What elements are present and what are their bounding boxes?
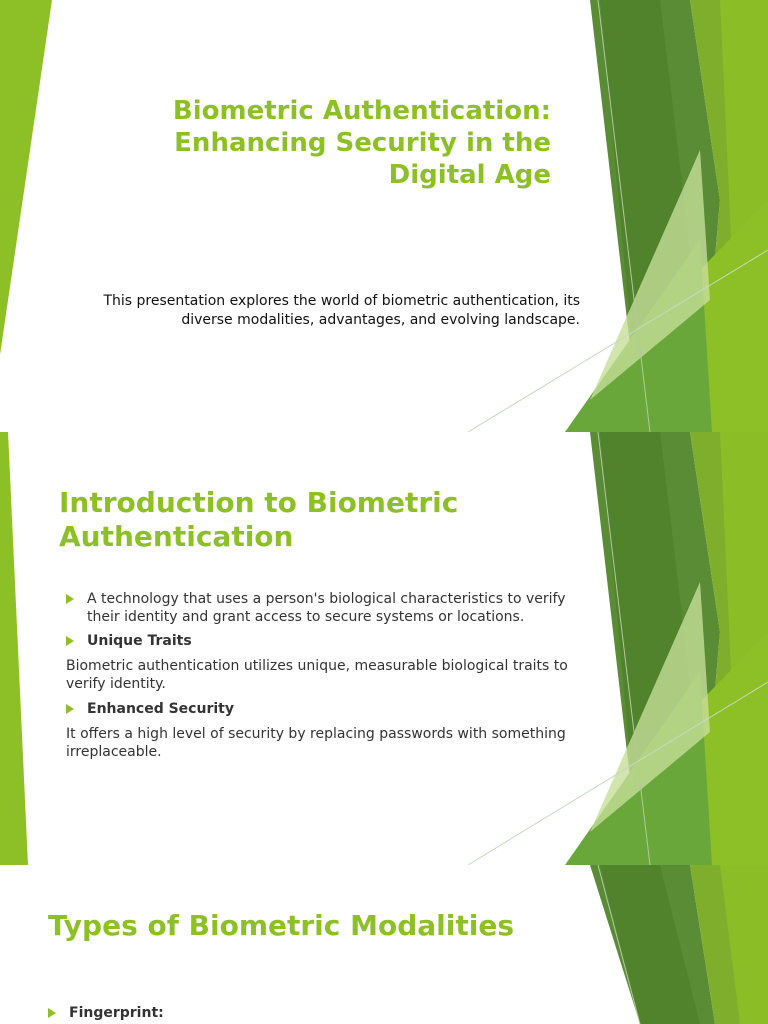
intro-bullet-text: A technology that uses a person's biological characteristics to verify their identity and grant access to secure systems or locations. (87, 591, 566, 625)
intro-bullet (66, 591, 586, 626)
slide-1-title: Biometric Authentication: Enhancing Security in the Digital Age (172, 96, 551, 190)
slide-3-decoration (0, 865, 768, 1024)
unique-traits-bullet (66, 633, 586, 651)
fingerprint-bullet (48, 1005, 348, 1023)
bullet-arrow-icon (66, 594, 74, 604)
fingerprint-heading: Fingerprint: (69, 1005, 164, 1021)
bullet-arrow-icon (66, 636, 74, 646)
bullet-arrow-icon (48, 1008, 56, 1018)
enhanced-security-text: It offers a high level of security by replacing passwords with something irreplaceable. (66, 726, 566, 760)
slide-3 (0, 865, 768, 1024)
slide-1-subtitle: This presentation explores the world of biometric authentication, its diverse modalities, advantages, and evolving landscape. (103, 293, 580, 328)
enhanced-security-heading: Enhanced Security (87, 701, 234, 717)
unique-traits-heading: Unique Traits (87, 633, 192, 649)
unique-traits-text: Biometric authentication utilizes unique, measurable biological traits to verify identity. (66, 658, 568, 692)
enhanced-security-bullet (66, 701, 586, 719)
slide-3-title: Types of Biometric Modalities (48, 909, 514, 942)
bullet-arrow-icon (66, 704, 74, 714)
slide-2-title: Introduction to Biometric Authentication (59, 486, 459, 553)
slide-1-decoration (0, 0, 768, 432)
slide-1 (0, 0, 768, 432)
